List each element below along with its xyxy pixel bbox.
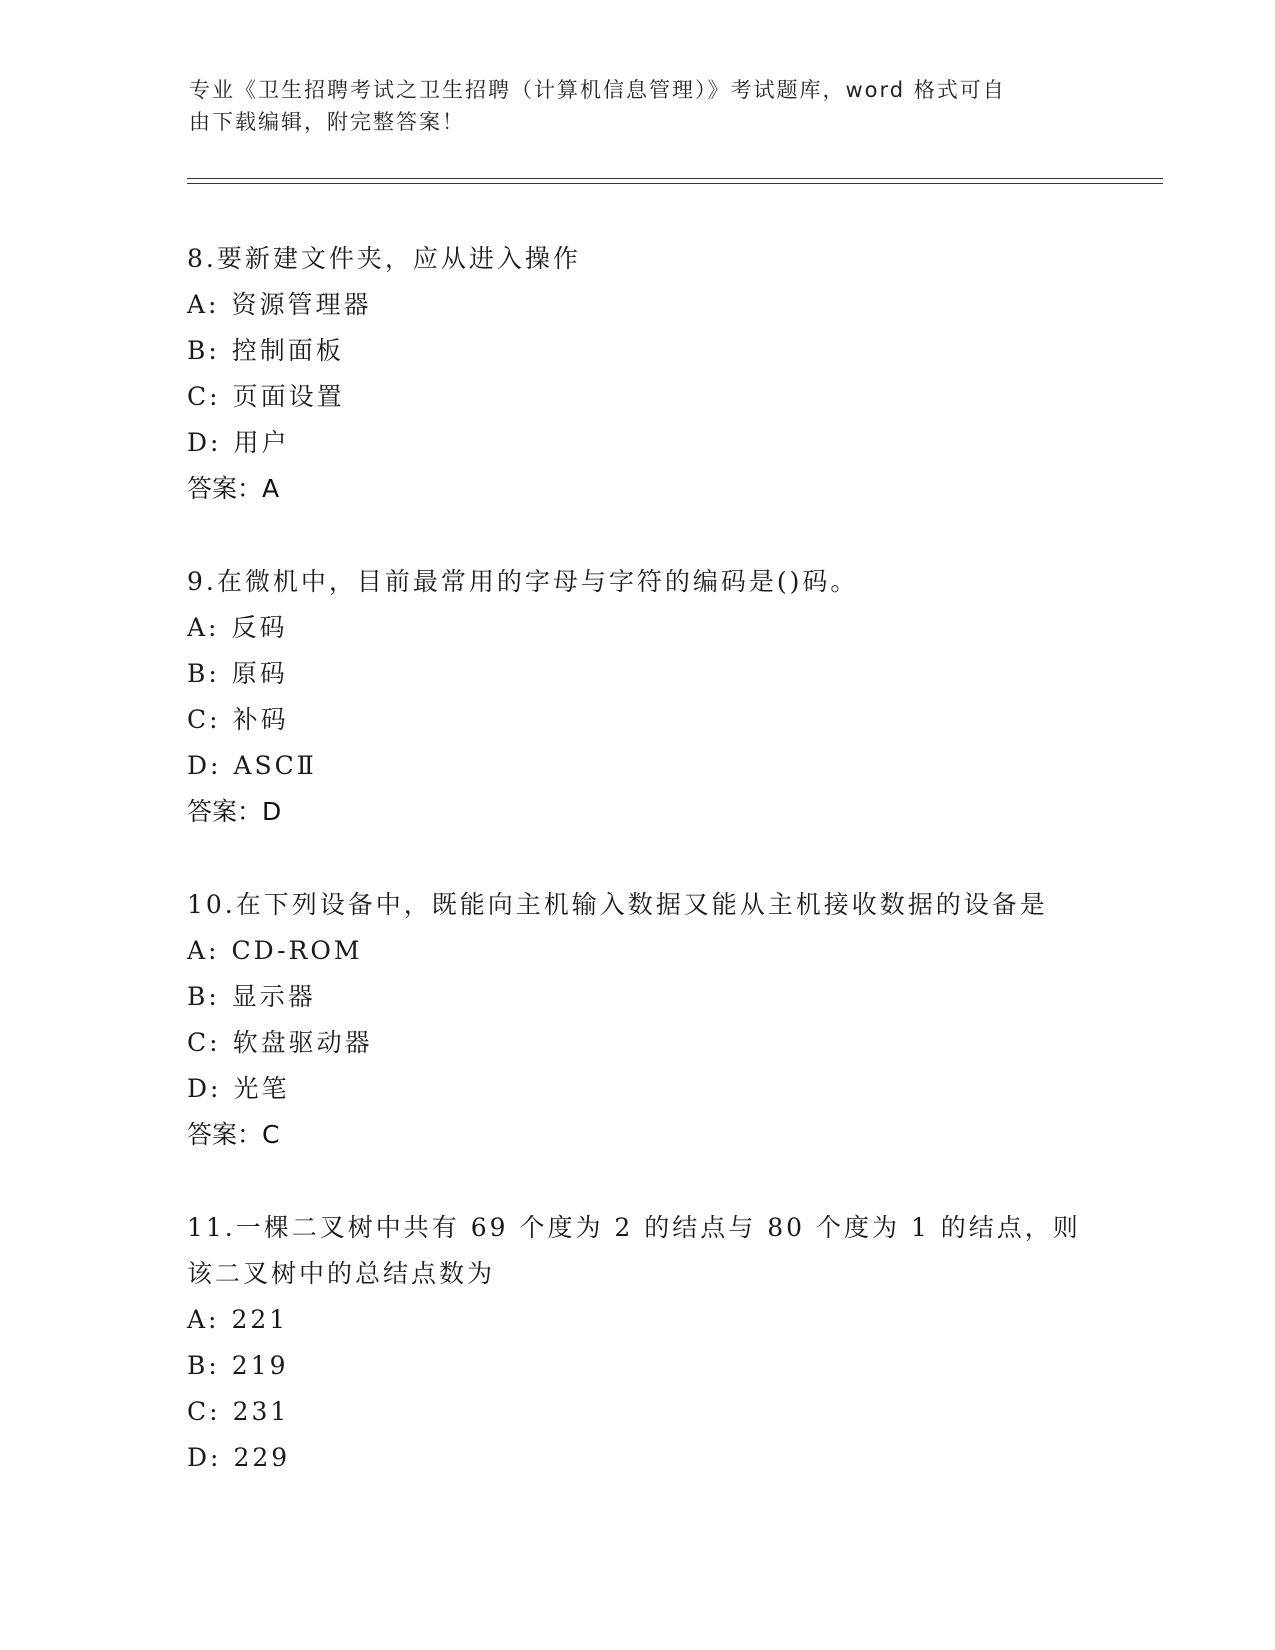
option-key: D: [187,1443,222,1472]
option-c [187,374,1087,420]
header-title-line-1: 专业《卫生招聘考试之卫生招聘（计算机信息管理）》考试题库，word 格式可自 [189,78,1006,102]
option-d [187,1066,1087,1112]
option-text: 补码 [232,705,289,734]
option-d [187,1435,1087,1481]
option-b [187,328,1087,374]
question-11 [187,1205,1087,1481]
option-key: C: [187,705,221,734]
option-a [187,1297,1087,1343]
option-text: 显示器 [231,982,316,1011]
option-text: 用户 [233,428,290,457]
question-text: 9.在微机中，目前最常用的字母与字符的编码是()码。 [187,567,859,596]
option-d [187,743,1087,789]
header-divider-bottom [187,183,1163,184]
option-c [187,1389,1087,1435]
option-b [187,651,1087,697]
answer-label: 答案：D [187,797,282,826]
option-text: 软盘驱动器 [232,1028,373,1057]
option-text: 光笔 [233,1074,290,1103]
option-c [187,1020,1087,1066]
question-text: 11.一棵二叉树中共有 69 个度为 2 的结点与 80 个度为 1 的结点，则该二叉树中的总结点数为 [187,1213,1081,1288]
option-c [187,697,1087,743]
option-a [187,928,1087,974]
option-text: 资源管理器 [231,290,372,319]
option-key: A: [187,290,220,319]
option-text: 控制面板 [231,336,344,365]
option-key: B: [187,659,220,688]
option-key: A: [187,1305,220,1334]
option-text: 229 [233,1443,291,1472]
option-text: 231 [232,1397,290,1426]
option-text: 219 [231,1351,289,1380]
option-key: B: [187,1351,220,1380]
option-a [187,282,1087,328]
option-text: ASCⅡ [233,751,317,780]
option-text: 原码 [231,659,288,688]
header-divider-top [187,178,1163,179]
option-key: A: [187,936,220,965]
option-key: C: [187,1028,221,1057]
option-b [187,974,1087,1020]
question-10 [187,882,1087,1158]
option-key: B: [187,336,220,365]
question-text: 8.要新建文件夹，应从进入操作 [187,244,581,273]
answer-label: 答案：A [187,474,280,503]
option-d [187,420,1087,466]
option-key: C: [187,382,221,411]
question-9 [187,559,1087,835]
option-text: 221 [231,1305,289,1334]
option-a [187,605,1087,651]
option-key: D: [187,751,222,780]
header-title-line-2: 由下载编辑，附完整答案！ [189,110,465,134]
answer-label: 答案：C [187,1120,280,1149]
option-text: CD-ROM [231,936,363,965]
question-text: 10.在下列设备中，既能向主机输入数据又能从主机接收数据的设备是 [187,890,1048,919]
option-b [187,1343,1087,1389]
option-key: A: [187,613,220,642]
question-8 [187,236,1087,512]
option-key: D: [187,428,222,457]
document-header [189,74,1069,138]
option-text: 页面设置 [232,382,345,411]
option-key: D: [187,1074,222,1103]
option-key: B: [187,982,220,1011]
option-text: 反码 [231,613,288,642]
question-list [187,236,1087,1528]
option-key: C: [187,1397,221,1426]
